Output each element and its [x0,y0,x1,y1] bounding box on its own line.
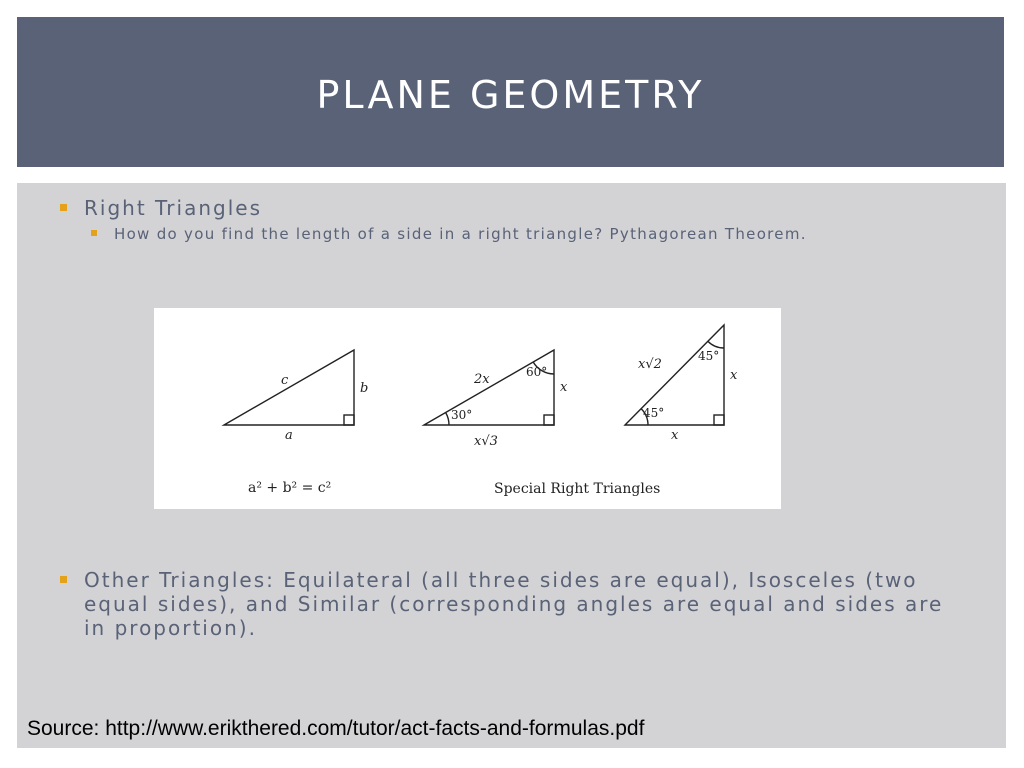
pythagorean-formula: a² + b² = c² [248,480,332,496]
bullet-marker [91,230,97,236]
sub-bullet-pythagorean [91,224,807,244]
label-x-vertical: x [730,368,738,383]
label-c: c [281,373,289,388]
label-x-leg: x [560,380,568,395]
label-x-sqrt2: x√2 [638,357,662,372]
bullet-right-triangles [60,196,262,220]
triangles-figure [154,308,781,509]
label-30: 30° [451,408,473,422]
sub-bullet-text: How do you find the length of a side in a right triangle? Pythagorean Theorem. [114,225,807,243]
triangles-diagram [154,308,781,509]
figure-caption: Special Right Triangles [494,481,661,497]
bullet-marker [60,576,67,583]
bullet-marker [60,204,67,211]
bullet-text: Other Triangles: Equilateral (all three sides are equal), Isosceles (two equal sides), and Similar (corresponding angles are equal and sides are in proportion). [84,568,944,640]
bullet-other-triangles [60,568,970,640]
label-45-bottom: 45° [643,406,665,420]
label-x-sqrt3: x√3 [474,434,498,449]
title-bar [17,17,1004,167]
source-citation: Source: http://www.erikthered.com/tutor/act-facts-and-formulas.pdf [27,717,645,740]
slide-title: PLANE GEOMETRY [316,73,705,117]
triangle-45-45-90 [625,325,724,425]
label-b: b [360,381,369,396]
right-triangle [224,350,354,425]
label-60: 60° [526,365,548,379]
label-x-horizontal: x [671,428,679,443]
triangle-30-60-90 [424,350,554,425]
bullet-text: Right Triangles [84,196,262,220]
label-a: a [285,428,293,443]
label-45-top: 45° [698,349,720,363]
label-2x: 2x [474,372,490,387]
